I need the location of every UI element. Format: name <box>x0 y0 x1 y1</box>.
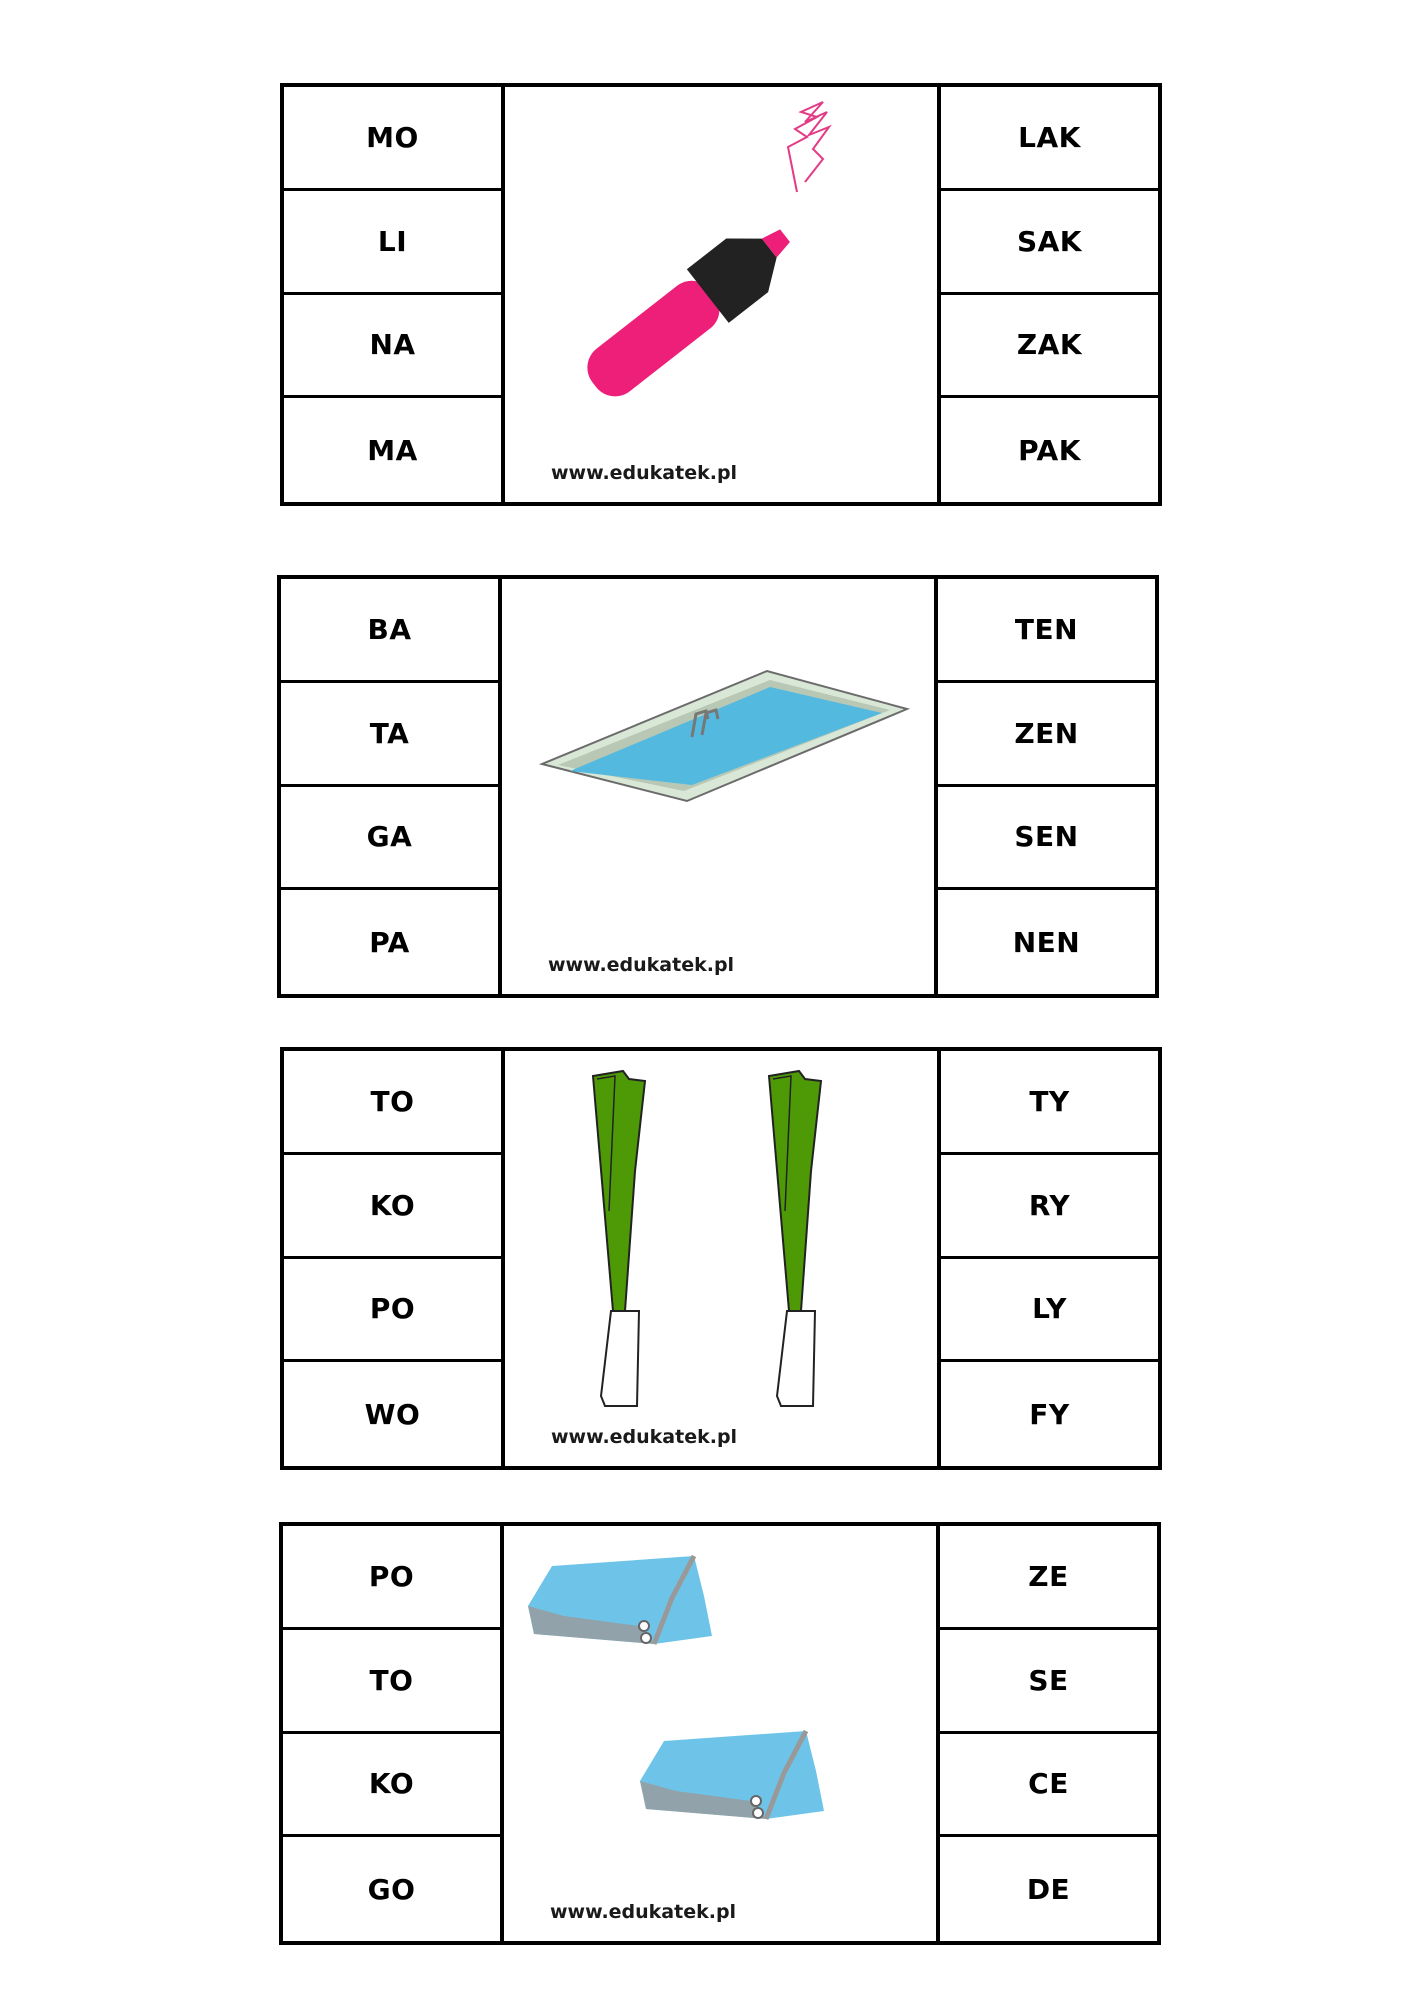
syllable-cell[interactable]: KO <box>283 1734 500 1838</box>
tarpaulins-icon <box>504 1526 936 1941</box>
picture-panel <box>504 1526 936 1941</box>
syllable-card-2 <box>277 575 1159 998</box>
highlighter-marker-icon <box>505 87 937 502</box>
syllable-cell[interactable]: LI <box>284 191 501 295</box>
syllable-cell[interactable]: MA <box>367 433 418 467</box>
syllable-cell[interactable]: SAK <box>941 191 1158 295</box>
syllable-cell[interactable]: WO <box>364 1397 421 1431</box>
syllable-cell[interactable]: GA <box>281 787 498 891</box>
syllable-card-4 <box>279 1522 1161 1945</box>
syllable-cell[interactable]: TO <box>284 1051 501 1155</box>
syllable-cell[interactable]: TEN <box>938 579 1155 683</box>
syllable-cell[interactable]: SE <box>940 1630 1157 1734</box>
syllable-cell[interactable]: PA <box>369 925 410 959</box>
syllable-cell[interactable]: MO <box>284 87 501 191</box>
syllable-cell[interactable]: RY <box>941 1155 1158 1259</box>
right-syllable-column <box>937 87 1158 502</box>
picture-panel <box>502 579 934 994</box>
syllable-cell[interactable]: BA <box>281 579 498 683</box>
syllable-cell[interactable]: PAK <box>1018 433 1081 467</box>
website-watermark: www.edukatek.pl <box>550 1901 737 1923</box>
right-syllable-column <box>934 579 1155 994</box>
syllable-cell[interactable]: LY <box>941 1259 1158 1363</box>
right-syllable-column <box>937 1051 1158 1466</box>
swimming-pool-icon <box>502 579 934 994</box>
picture-panel <box>505 87 937 502</box>
leeks-icon <box>505 1051 937 1466</box>
syllable-cell[interactable]: KO <box>284 1155 501 1259</box>
left-syllable-column <box>283 1526 504 1941</box>
syllable-cell[interactable]: TY <box>941 1051 1158 1155</box>
website-watermark: www.edukatek.pl <box>551 1426 738 1448</box>
syllable-cell[interactable]: LAK <box>941 87 1158 191</box>
syllable-card-1 <box>280 83 1162 506</box>
syllable-cell[interactable]: CE <box>940 1734 1157 1838</box>
syllable-cell[interactable]: SEN <box>938 787 1155 891</box>
syllable-cell[interactable]: NEN <box>1012 925 1081 959</box>
right-syllable-column <box>936 1526 1157 1941</box>
syllable-cell[interactable]: PO <box>283 1526 500 1630</box>
left-syllable-column <box>284 87 505 502</box>
left-syllable-column <box>284 1051 505 1466</box>
left-syllable-column <box>281 579 502 994</box>
website-watermark: www.edukatek.pl <box>551 462 738 484</box>
syllable-cell[interactable]: GO <box>367 1872 416 1906</box>
website-watermark: www.edukatek.pl <box>548 954 735 976</box>
syllable-cell[interactable]: TA <box>281 683 498 787</box>
syllable-card-3 <box>280 1047 1162 1470</box>
syllable-cell[interactable]: FY <box>1029 1397 1070 1431</box>
syllable-cell[interactable]: TO <box>283 1630 500 1734</box>
picture-panel <box>505 1051 937 1466</box>
syllable-cell[interactable]: ZEN <box>938 683 1155 787</box>
syllable-cell[interactable]: NA <box>284 295 501 399</box>
syllable-cell[interactable]: ZAK <box>941 295 1158 399</box>
syllable-cell[interactable]: ZE <box>940 1526 1157 1630</box>
syllable-cell[interactable]: DE <box>1026 1872 1071 1906</box>
syllable-cell[interactable]: PO <box>284 1259 501 1363</box>
